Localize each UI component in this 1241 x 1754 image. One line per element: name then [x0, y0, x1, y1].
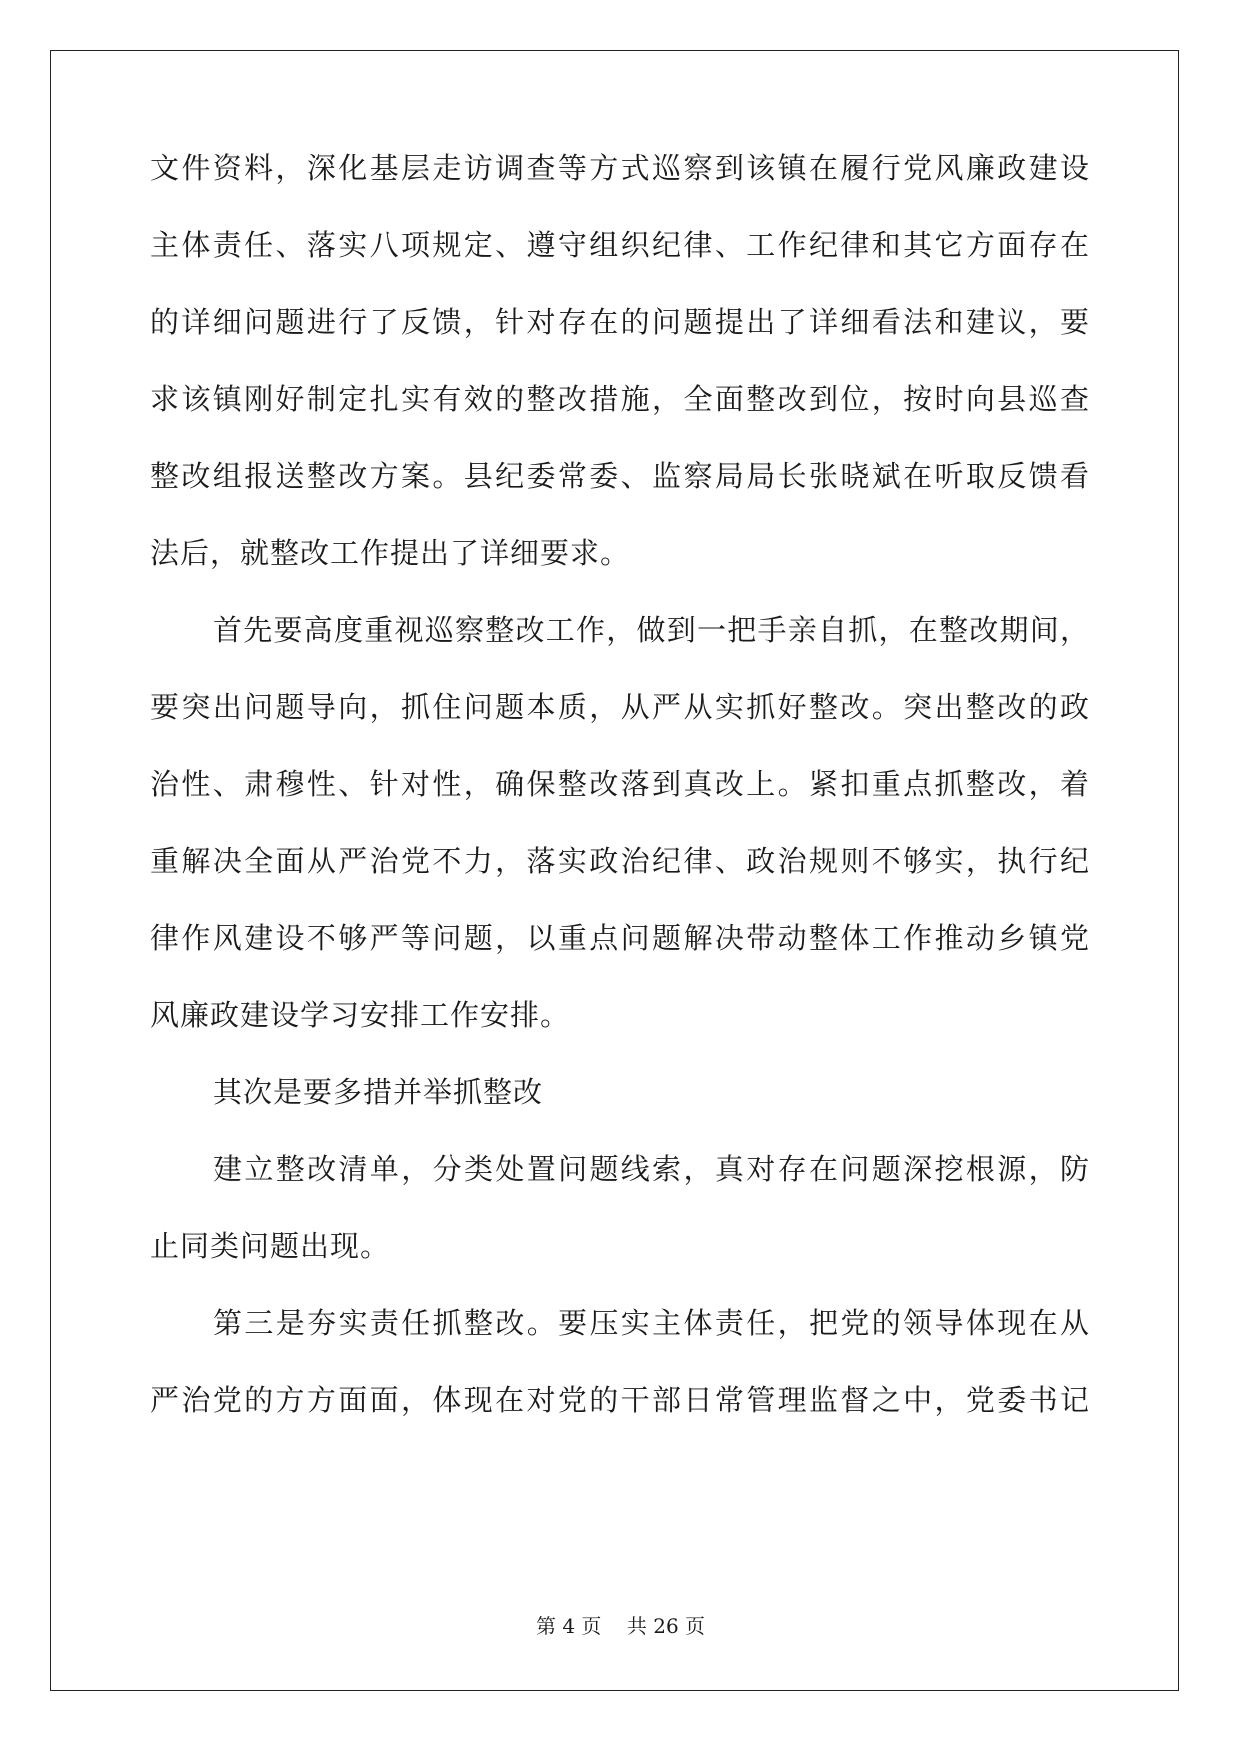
- text-line: 建立整改清单，分类处置问题线索，真对存在问题深挖根源，防: [213, 1152, 1090, 1186]
- text-line: 的详细问题进行了反馈，针对存在的问题提出了详细看法和建议，要: [150, 305, 1090, 339]
- text-line: 治性、肃穆性、针对性，确保整改落到真改上。紧扣重点抓整改，着: [150, 767, 1090, 801]
- text-line: 法后，就整改工作提出了详细要求。: [150, 536, 631, 570]
- text-line: 主体责任、落实八项规定、遵守组织纪律、工作纪律和其它方面存在: [150, 228, 1090, 262]
- text-line: 重解决全面从严治党不力，落实政治纪律、政治规则不够实，执行纪: [150, 844, 1090, 878]
- page-footer: [0, 1610, 1241, 1639]
- text-line: 整改组报送整改方案。县纪委常委、监察局局长张晓斌在听取反馈看: [150, 459, 1090, 493]
- text-line: 严治党的方方面面，体现在对党的干部日常管理监督之中，党委书记: [150, 1383, 1090, 1417]
- text-line: 要突出问题导向，抓住问题本质，从严从实抓好整改。突出整改的政: [150, 690, 1090, 724]
- text-line: 文件资料，深化基层走访调查等方式巡察到该镇在履行党风廉政建设: [150, 151, 1090, 185]
- text-line: 第三是夯实责任抓整改。要压实主体责任，把党的领导体现在从: [213, 1306, 1090, 1340]
- text-line: 止同类问题出现。: [150, 1229, 391, 1263]
- text-line: 律作风建设不够严等问题，以重点问题解决带动整体工作推动乡镇党: [150, 921, 1090, 955]
- page-total: 共 26 页: [626, 1614, 706, 1638]
- text-line: 首先要高度重视巡察整改工作，做到一把手亲自抓，在整改期间，: [213, 613, 1090, 647]
- text-line: 风廉政建设学习安排工作安排。: [150, 998, 571, 1032]
- page-number: 第 4 页: [535, 1614, 602, 1638]
- text-line: 其次是要多措并举抓整改: [213, 1075, 544, 1109]
- text-line: 求该镇刚好制定扎实有效的整改措施，全面整改到位，按时向县巡查: [150, 382, 1090, 416]
